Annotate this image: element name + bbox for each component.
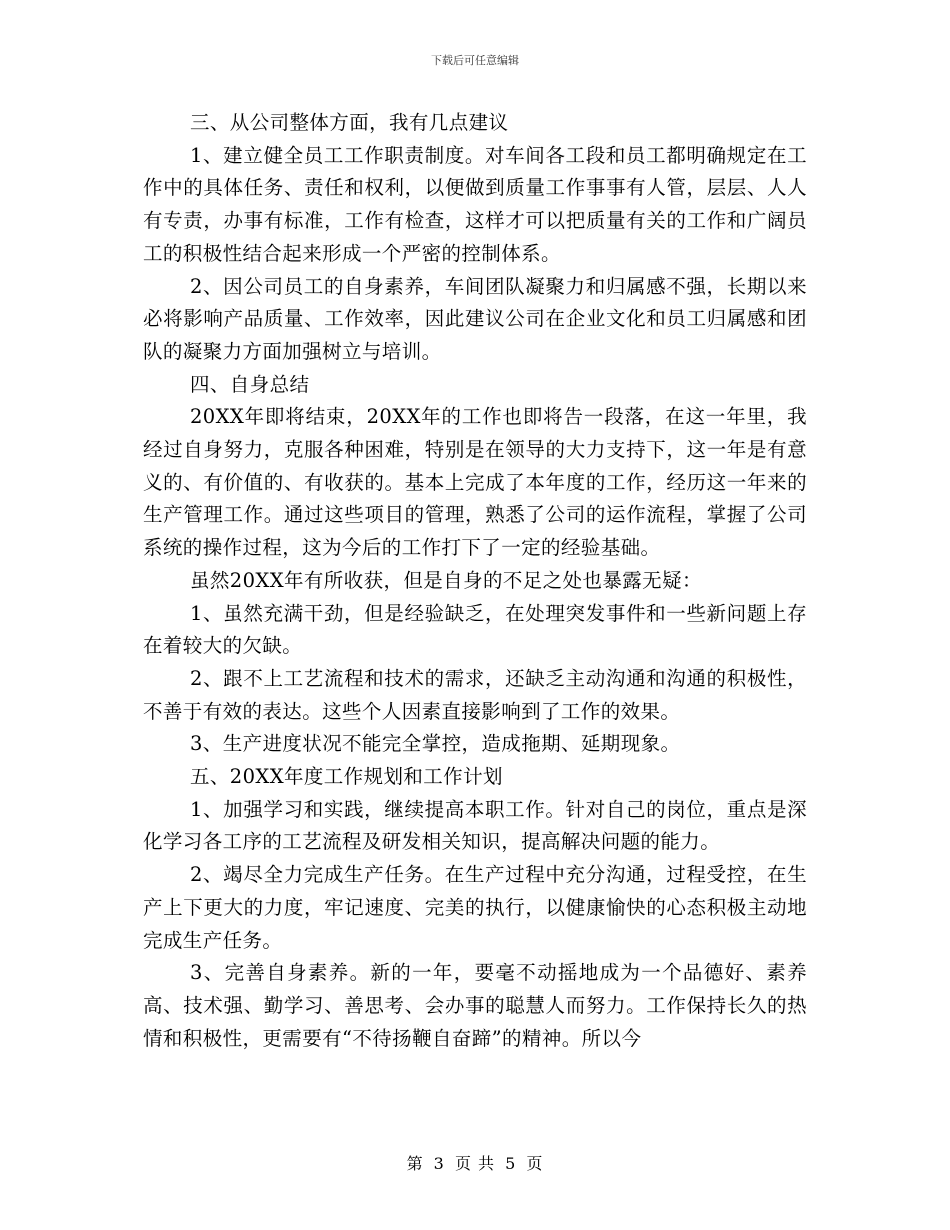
footer-prefix: 第 [406, 1154, 424, 1173]
paragraph: 20XX年即将结束，20XX年的工作也即将告一段落，在这一年里，我经过自身努力，克服各种困难，特别是在领导的大力支持下，这一年是有意义的、有价值的、有收获的。基本上完成了本年度的工作，经历这一年来的生产管理工作。通过这些项目的管理，熟悉了公司的运作流程，掌握了公司系统的操作过程，这为今后的工作打下了一定的经验基础。 [143, 405, 807, 560]
paragraph: 1、加强学习和实践，继续提高本职工作。针对自己的岗位，重点是深化学习各工序的工艺流程及研发相关知识，提高解决问题的能力。 [143, 797, 807, 854]
section-heading-4: 四、自身总结 [190, 372, 310, 396]
footer-suffix: 页 [526, 1154, 544, 1173]
footer-total-pages: 5 [505, 1154, 517, 1173]
paragraph: 2、跟不上工艺流程和技术的需求，还缺乏主动沟通和沟通的积极性，不善于有效的表达。这些个人因素直接影响到了工作的效果。 [143, 666, 807, 723]
paragraph: 虽然20XX年有所收获，但是自身的不足之处也暴露无疑： [190, 568, 702, 592]
paragraph: 2、竭尽全力完成生产任务。在生产过程中充分沟通，过程受控，在生产上下更大的力度，牢记速度、完美的执行，以健康愉快的心态积极主动地完成生产任务。 [143, 863, 807, 952]
paragraph: 3、生产进度状况不能完全掌控，造成拖期、延期现象。 [190, 732, 681, 756]
paragraph: 1、建立健全员工工作职责制度。对车间各工段和员工都明确规定在工作中的具体任务、责任和权利，以便做到质量工作事事有人管，层层、人人有专责，办事有标准，工作有检查，这样才可以把质量有关的工作和广阔员工的积极性结合起来形成一个严密的控制体系。 [143, 143, 807, 265]
paragraph: 2、因公司员工的自身素养，车间团队凝聚力和归属感不强，长期以来必将影响产品质量、工作效率，因此建议公司在企业文化和员工归属感和团队的凝聚力方面加强树立与培训。 [143, 274, 807, 363]
footer-page-number: 3 [433, 1154, 445, 1173]
paragraph: 3、完善自身素养。新的一年，要毫不动摇地成为一个品德好、素养高、技术强、勤学习、善思考、会办事的聪慧人而努力。工作保持长久的热情和积极性，更需要有“不待扬鞭自奋蹄”的精神。所以今 [143, 961, 807, 1050]
page-header-note: 下载后可任意编辑 [431, 54, 519, 67]
paragraph: 1、虽然充满干劲，但是经验缺乏，在处理突发事件和一些新问题上存在着较大的欠缺。 [143, 601, 807, 658]
section-heading-3: 三、从公司整体方面，我有几点建议 [190, 111, 509, 134]
document-body [143, 107, 807, 1055]
footer-mid: 页 共 [454, 1154, 496, 1173]
section-heading-5: 五、20XX年度工作规划和工作计划 [190, 765, 503, 789]
page-footer [0, 1154, 950, 1174]
